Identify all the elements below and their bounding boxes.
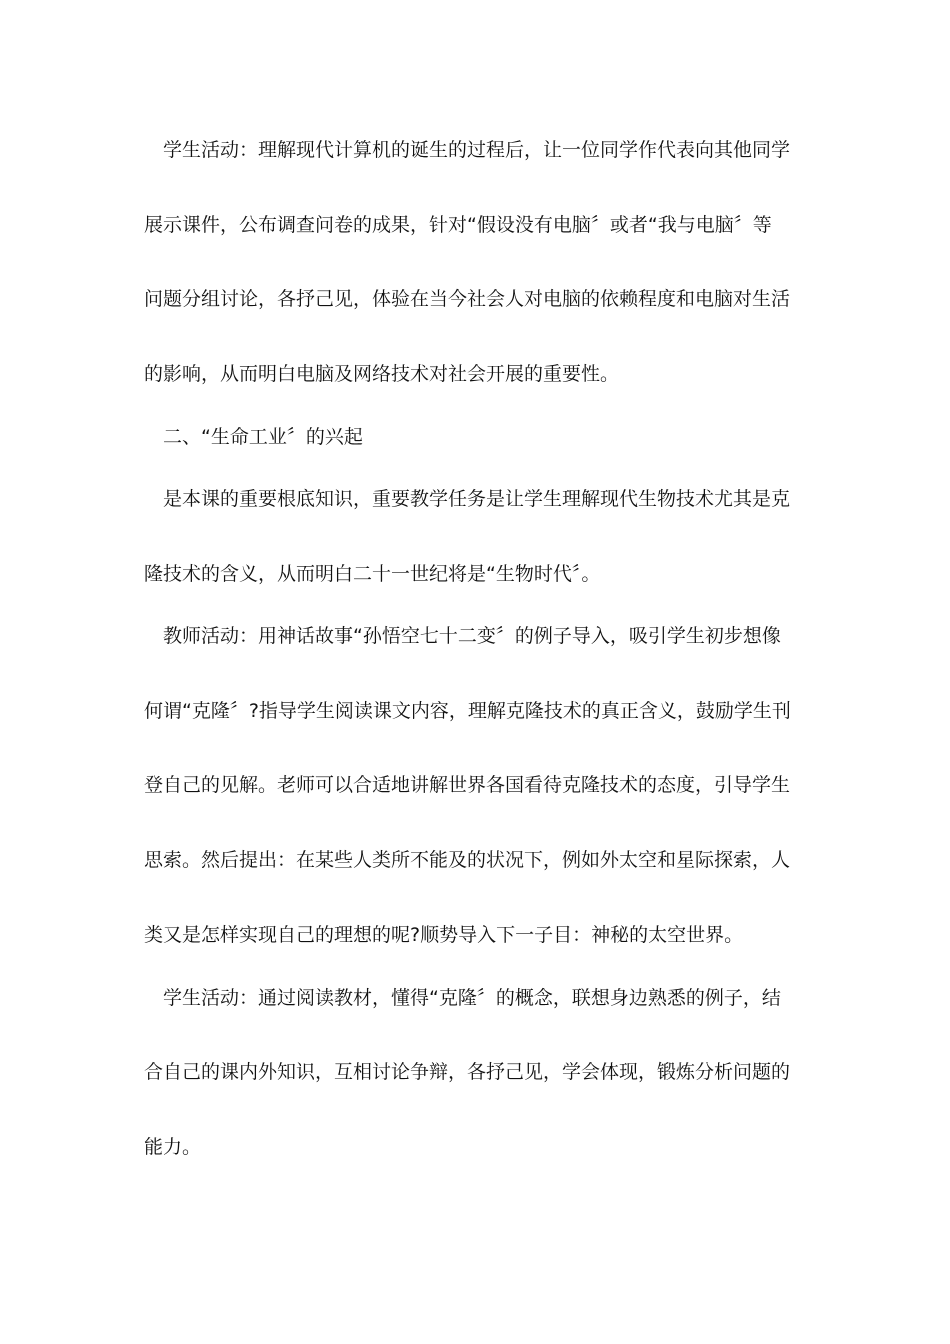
paragraph-line: 隆技术的含义，从而明白二十一世纪将是“生物时代〞。 bbox=[144, 563, 601, 585]
paragraph-line: 能力。 bbox=[144, 1136, 202, 1158]
paragraph-line: 学生活动：理解现代计算机的诞生的过程后，让一位同学作代表向其他同学 bbox=[163, 139, 791, 161]
paragraph-line: 思索。然后提出：在某些人类所不能及的状况下，例如外太空和星际探索，人 bbox=[144, 849, 791, 871]
paragraph-line: 合自己的课内外知识，互相讨论争辩，各抒己见，学会体现，锻炼分析问题的 bbox=[144, 1061, 791, 1083]
paragraph-line: 登自己的见解。老师可以合适地讲解世界各国看待克隆技术的态度，引导学生 bbox=[144, 774, 791, 796]
paragraph-line: 学生活动：通过阅读教材，懂得“克隆〞的概念，联想身边熟悉的例子，结 bbox=[163, 987, 781, 1009]
paragraph-line: 是本课的重要根底知识，重要教学任务是让学生理解现代生物技术尤其是克 bbox=[163, 488, 791, 510]
paragraph-line: 展示课件，公布调查问卷的成果，针对“假设没有电脑〞或者“我与电脑〞等 bbox=[144, 214, 772, 236]
paragraph-line: 的影响，从而明白电脑及网络技术对社会开展的重要性。 bbox=[144, 363, 620, 385]
paragraph-line: 问题分组讨论，各抒己见，体验在当今社会人对电脑的依赖程度和电脑对生活 bbox=[144, 288, 791, 310]
paragraph-line: 教师活动：用神话故事“孙悟空七十二变〞的例子导入，吸引学生初步想像 bbox=[163, 625, 781, 647]
section-heading: 二、“生命工业〞的兴起 bbox=[163, 426, 363, 448]
paragraph-line: 类又是怎样实现自己的理想的呢?顺势导入下一子目：神秘的太空世界。 bbox=[144, 924, 744, 946]
paragraph-line: 何谓“克隆〞?指导学生阅读课文内容，理解克隆技术的真正含义，鼓励学生刊 bbox=[144, 700, 791, 722]
